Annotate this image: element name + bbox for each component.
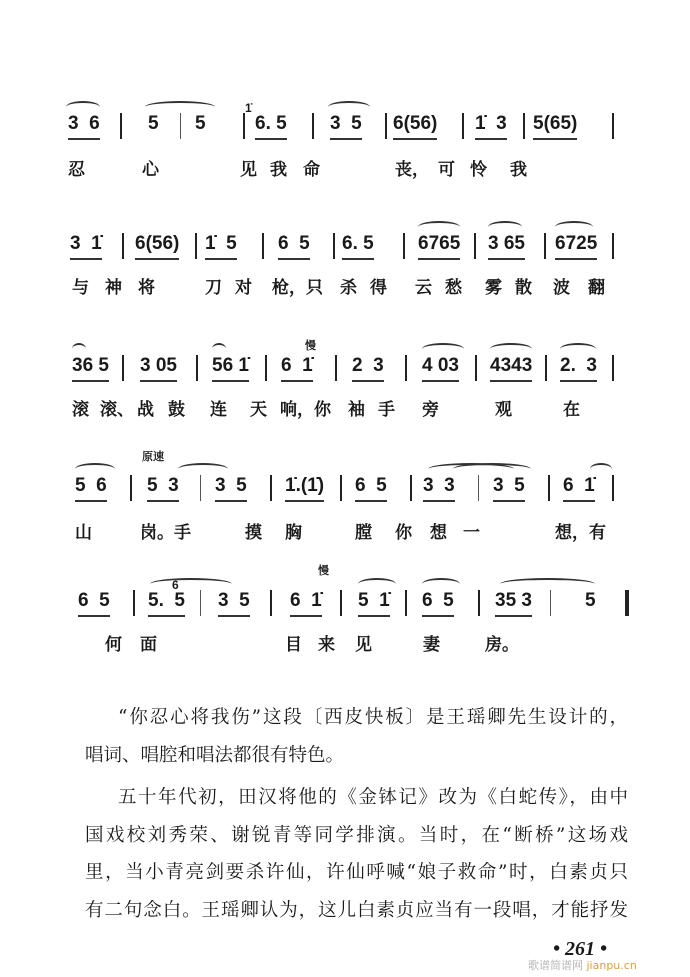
lyric-syllable: 连 (210, 400, 227, 420)
measure-notes: 35 3 (495, 590, 532, 617)
barline (612, 355, 614, 381)
barline (200, 475, 201, 501)
measure-notes: 5(65) (533, 113, 577, 140)
measure-notes: 6(56) (135, 233, 179, 260)
barline (196, 355, 198, 381)
slur-mark (150, 578, 232, 590)
lyric-syllable: 忍 (68, 160, 85, 180)
measure-notes: 36 5 (72, 355, 109, 382)
slur-mark (178, 463, 228, 475)
tempo-marking: 慢 (318, 564, 329, 577)
barline (333, 233, 335, 259)
barline (523, 113, 525, 139)
lyric-syllable: 观 (495, 400, 512, 420)
lyric-syllable: 目 (285, 635, 302, 655)
barline (122, 355, 124, 381)
barline (312, 113, 314, 139)
measure-notes: 3 5 (215, 475, 247, 502)
lyric-syllable: 战 (137, 400, 154, 420)
slur-mark (358, 578, 396, 590)
grace-note: 6 (172, 578, 179, 592)
barline (405, 590, 407, 616)
barline (133, 590, 135, 616)
slur-mark (490, 343, 532, 355)
measure-notes: 5 6 (75, 475, 107, 502)
measure-notes: 3 05 (140, 355, 177, 382)
lyric-syllable: 我 (270, 160, 287, 180)
measure-notes: 3 5 (218, 590, 250, 617)
barline (612, 113, 614, 139)
slur-mark (212, 343, 226, 355)
lyric-syllable: 想，有 (555, 523, 606, 543)
barline (550, 590, 551, 616)
lyric-syllable: 翻 (588, 278, 605, 298)
measure-notes: 2. 3 (560, 355, 597, 382)
lyric-syllable: 胸 (285, 523, 302, 543)
measure-notes: 3 6 (68, 113, 100, 140)
measure-notes: 4 03 (422, 355, 459, 382)
lyric-syllable: 与 (72, 278, 89, 298)
lyric-syllable: 房。 (485, 635, 519, 655)
lyric-syllable: 摸 (245, 523, 262, 543)
barline (545, 355, 547, 381)
slur-mark (422, 578, 460, 590)
lyric-syllable: 杀 (340, 278, 357, 298)
lyric-syllable: 膛 (355, 523, 372, 543)
slur-mark (418, 221, 460, 233)
slur-mark (75, 463, 115, 475)
measure-notes: 5 (585, 590, 596, 611)
lyric-syllable: 滚 (72, 400, 89, 420)
barline (475, 355, 477, 381)
lyric-syllable: 一 (463, 523, 480, 543)
barline (262, 233, 264, 259)
measure-notes: 6765 (418, 233, 460, 260)
slur-mark (72, 343, 86, 355)
lyric-syllable: 袖 (348, 400, 365, 420)
lyric-syllable: 可 (438, 160, 455, 180)
lyric-syllable: 愁 (445, 278, 462, 298)
lyric-syllable: 鼓 (168, 400, 185, 420)
lyric-syllable: 见 (355, 635, 372, 655)
lyric-syllable: 山 (75, 523, 92, 543)
measure-notes: 56 1̇ (212, 355, 249, 382)
barline (270, 475, 272, 501)
lyric-syllable: 枪，只 (272, 278, 323, 298)
barline (200, 590, 201, 616)
lyric-syllable: 将 (138, 278, 155, 298)
measure-notes: 6 1̇ (563, 475, 595, 502)
measure-notes: 6 5 (355, 475, 387, 502)
lyric-syllable: 得 (370, 278, 387, 298)
lyric-syllable: 我 (510, 160, 527, 180)
measure-notes: 5 3 (147, 475, 179, 502)
measure-notes: 6 5 (278, 233, 310, 260)
slur-mark (66, 101, 100, 113)
barline (340, 475, 342, 501)
measure-notes: 5 (148, 113, 159, 134)
barline (410, 475, 412, 501)
lyric-syllable: 手 (378, 400, 395, 420)
barline (385, 113, 387, 139)
barline (462, 113, 464, 139)
lyric-syllable: 见 (240, 160, 257, 180)
paragraph-line: 五十年代初，田汉将他的《金钵记》改为《白蛇传》，由中 (118, 787, 628, 808)
measure-notes: 6. 5 (255, 113, 287, 140)
lyric-syllable: 面 (140, 635, 157, 655)
barline (122, 233, 124, 259)
lyric-syllable: 丧， (395, 160, 429, 180)
barline (474, 233, 476, 259)
measure-notes: 3 3 (423, 475, 455, 502)
lyric-syllable: 在 (563, 400, 580, 420)
lyric-syllable: 何 (105, 635, 122, 655)
watermark-cn: 歌谱简谱网 (528, 959, 583, 972)
measure-notes: 6 1̇ (290, 590, 322, 617)
measure-notes: 6 5 (422, 590, 454, 617)
measure-notes: 3 65 (488, 233, 525, 260)
slur-mark (453, 463, 531, 475)
lyric-syllable: 来 (318, 635, 335, 655)
lyric-syllable: 云 (415, 278, 432, 298)
lyric-syllable: 岗。手 (140, 523, 191, 543)
slur-mark (488, 221, 522, 233)
barline (270, 590, 272, 616)
barline (265, 355, 267, 381)
lyric-syllable: 对 (235, 278, 252, 298)
paragraph-line: 唱词、唱腔和唱法都很有特色。 (85, 745, 345, 766)
tempo-marking: 原速 (142, 450, 164, 463)
measure-notes: 6(56) (393, 113, 437, 140)
slur-mark (555, 221, 593, 233)
lyric-syllable: 妻 (423, 635, 440, 655)
lyric-syllable: 命 (303, 160, 320, 180)
barline (195, 233, 197, 259)
barline (478, 475, 479, 501)
grace-note: 1̇ (245, 101, 252, 115)
measure-notes: 6725 (555, 233, 597, 260)
lyric-syllable: 旁 (422, 400, 439, 420)
lyric-syllable: 怜 (470, 160, 487, 180)
barline (130, 475, 132, 501)
barline (120, 113, 122, 139)
measure-notes: 4343 (490, 355, 532, 382)
measure-notes: 6 5 (78, 590, 110, 617)
slur-mark (145, 101, 215, 113)
barline (243, 113, 245, 139)
barline (478, 590, 480, 616)
lyric-syllable: 滚、 (100, 400, 134, 420)
measure-notes: 6 1̇ (281, 355, 313, 382)
slur-mark (500, 578, 595, 590)
measure-notes: 5 1̇ (358, 590, 390, 617)
measure-notes: 6. 5 (342, 233, 374, 260)
barline (180, 113, 181, 139)
barline (403, 233, 405, 259)
barline (544, 233, 546, 259)
measure-notes: 1̇ 3 (475, 113, 507, 140)
lyric-syllable: 你 (395, 523, 412, 543)
measure-notes: 1̇ 5 (205, 233, 237, 260)
page-number: • 261 • (553, 938, 608, 960)
barline (548, 475, 550, 501)
slur-mark (328, 101, 370, 113)
paragraph-line: 国戏校刘秀荣、谢锐青等同学排演。当时，在“断桥”这场戏 (85, 825, 628, 846)
paragraph-line: “你忍心将我伤”这段〔西皮快板〕是王瑶卿先生设计的， (118, 707, 628, 728)
slur-mark (422, 343, 464, 355)
lyric-syllable: 波 (553, 278, 570, 298)
measure-notes: 1̇.(1̇) (285, 475, 324, 502)
barline (612, 233, 614, 259)
tempo-marking: 慢 (305, 339, 316, 352)
measure-notes: 3 5 (493, 475, 525, 502)
lyric-syllable: 神 (105, 278, 122, 298)
watermark-en: jianpu.cn (586, 959, 637, 972)
barline (612, 475, 614, 501)
final-barline (625, 590, 629, 616)
paragraph-line: 里，当小青亮剑要杀许仙，许仙呼喊“娘子救命”时，白素贞只 (85, 862, 628, 883)
measure-notes: 5 (195, 113, 206, 134)
lyric-syllable: 响，你 (280, 400, 331, 420)
barline (335, 355, 337, 381)
measure-notes: 3 1̇ (70, 233, 102, 260)
lyric-syllable: 雾 (485, 278, 502, 298)
lyric-syllable: 想 (430, 523, 447, 543)
lyric-syllable: 心 (142, 160, 159, 180)
watermark (528, 957, 637, 973)
measure-notes: 2 3 (352, 355, 384, 382)
measure-notes: 5. 5 (148, 590, 185, 617)
lyric-syllable: 天 (250, 400, 267, 420)
measure-notes: 3 5 (330, 113, 362, 140)
barline (405, 355, 407, 381)
lyric-syllable: 散 (515, 278, 532, 298)
barline (340, 590, 342, 616)
slur-mark (590, 463, 612, 475)
slur-mark (560, 343, 596, 355)
lyric-syllable: 刀 (205, 278, 222, 298)
paragraph-line: 有二句念白。王瑶卿认为，这儿白素贞应当有一段唱，才能抒发 (85, 900, 628, 921)
